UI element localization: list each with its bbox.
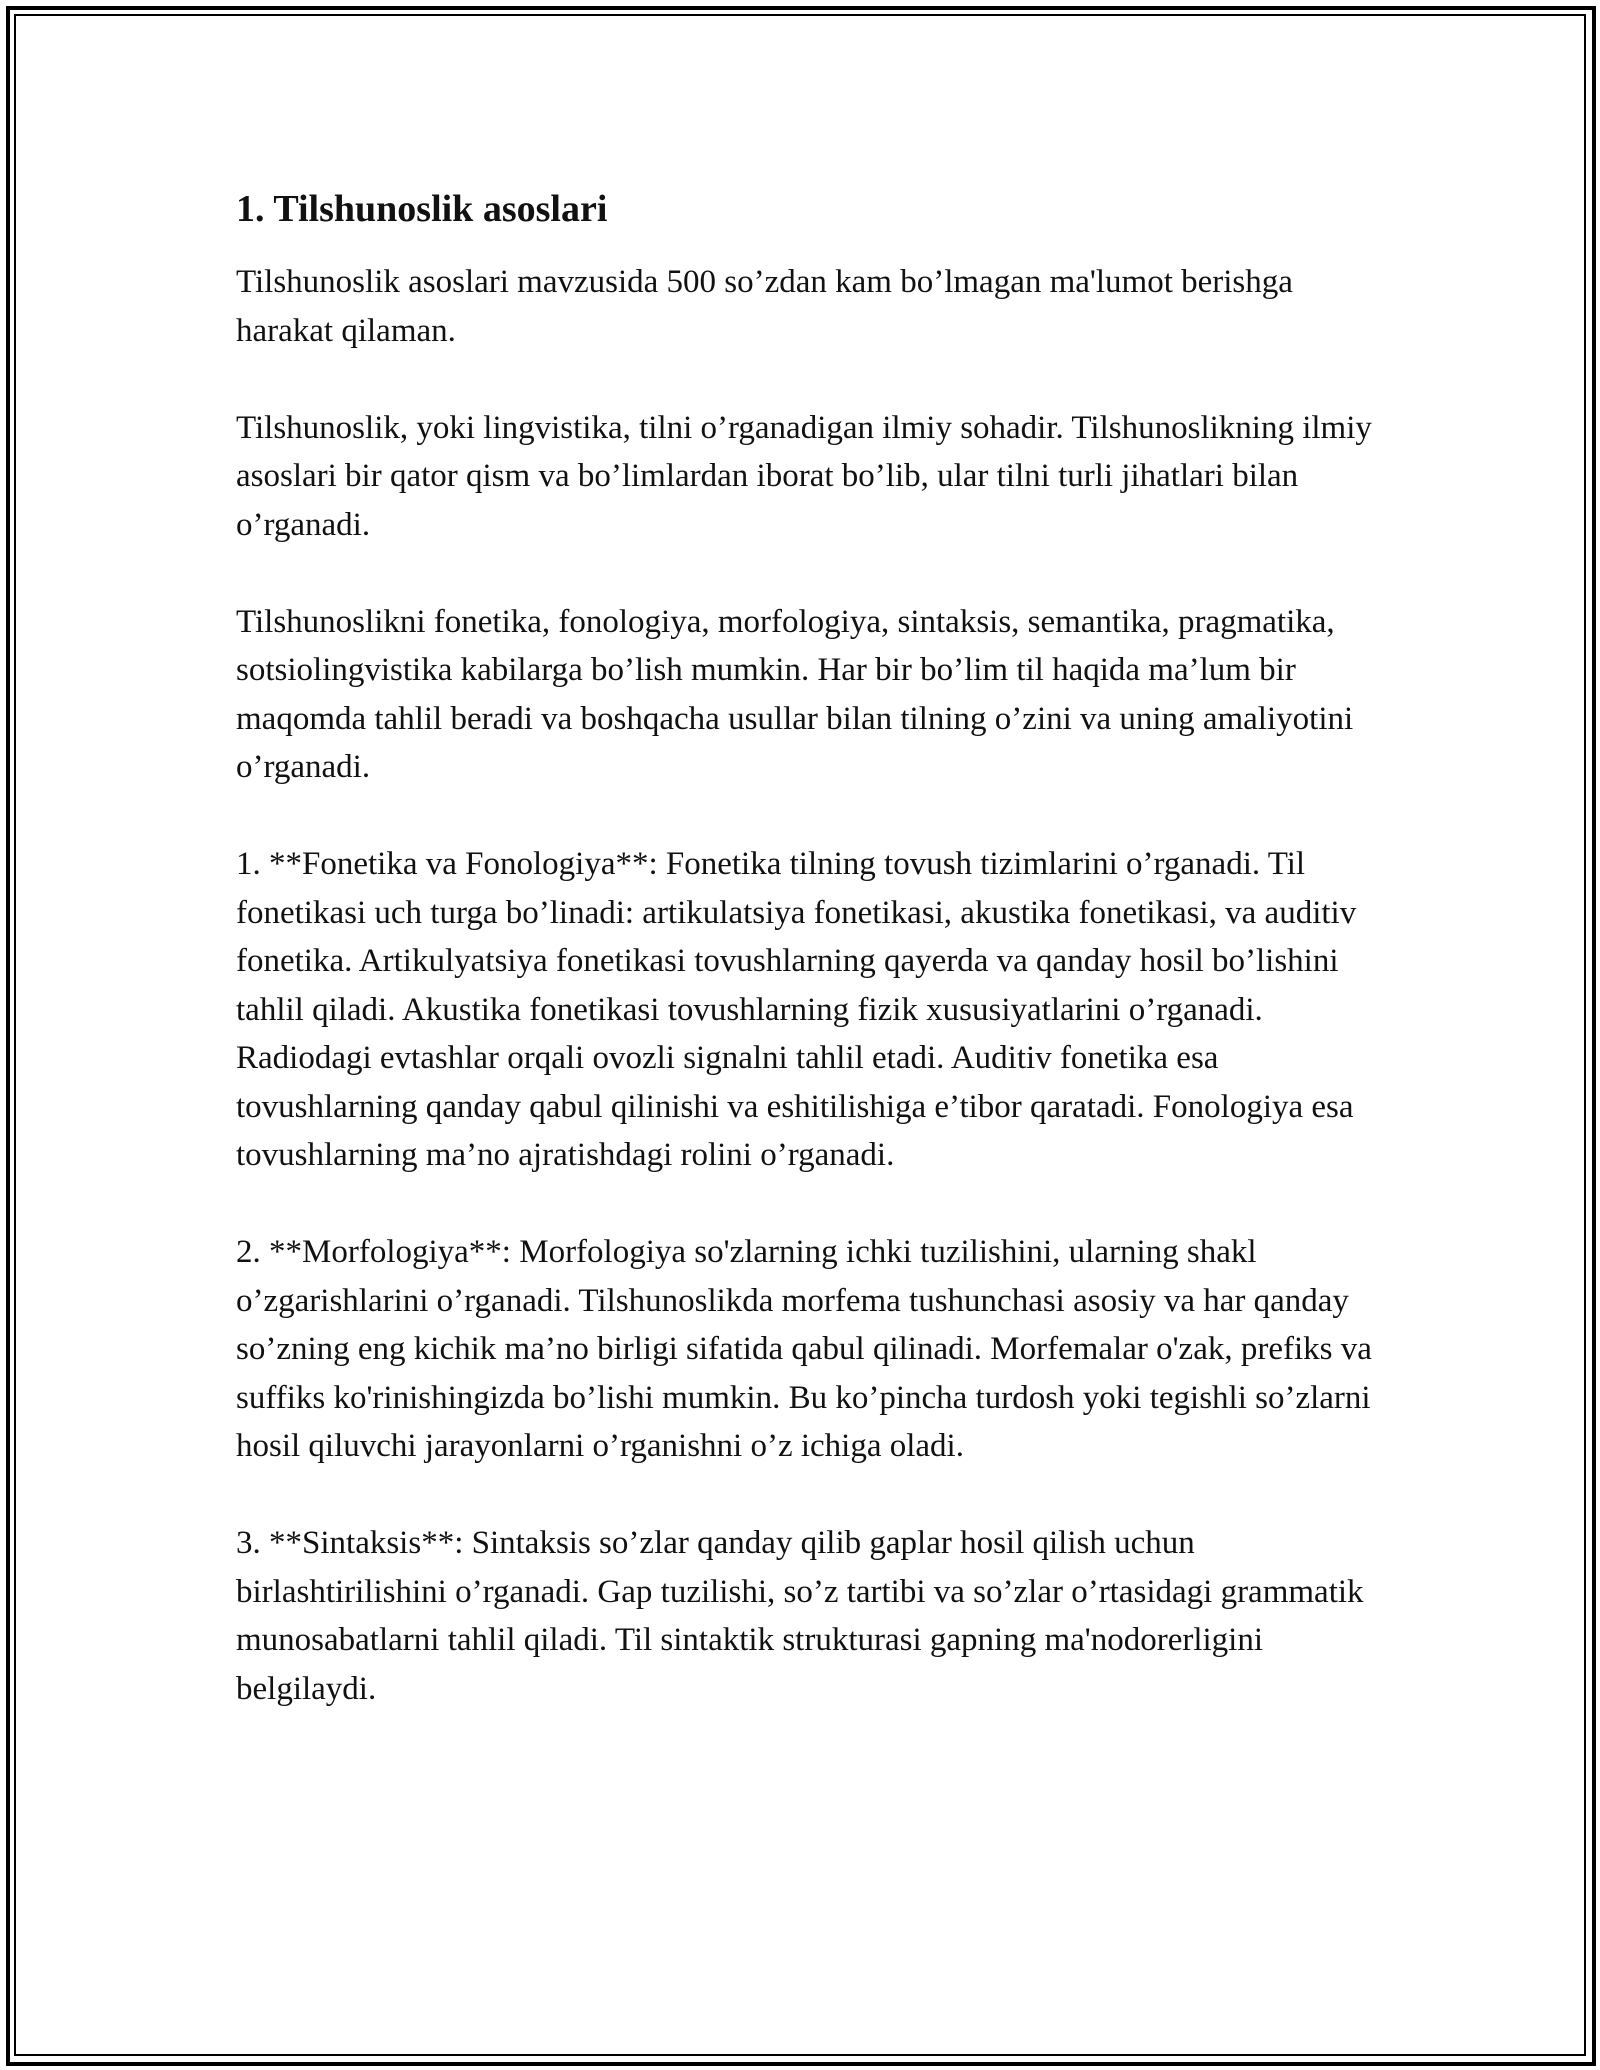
paragraph-syntax: 3. **Sintaksis**: Sintaksis so’zlar qanday qilib gaplar hosil qilish uchun birlashtirilishini o’rganadi. Gap tuzilishi, so’z tartibi va so’zlar o’rtasidagi grammatik munosabatlarni tahlil qiladi. Til sintaktik strukturasi gapning ma'nodorerligini belgilaydi. [236, 1525, 1364, 1707]
paragraph-definition: Tilshunoslik, yoki lingvistika, tilni o’rganadigan ilmiy sohadir. Tilshunoslikning ilmiy asoslari bir qator qism va bo’limlardan iborat bo’lib, ular tilni turli jihatlari bilan o’rganadi. [236, 409, 1372, 543]
paragraph-branches: Tilshunoslikni fonetika, fonologiya, morfologiya, sintaksis, semantika, pragmatika, sotsiolingvistika kabilarga bo’lish mumkin. Har bir bo’lim til haqida ma’lum bir maqomda tahlil beradi va boshqacha usullar bilan tilning o’zini va uning amaliyotini o’rganadi. [236, 603, 1354, 785]
paragraph-phonetics: 1. **Fonetika va Fonologiya**: Fonetika tilning tovush tizimlarini o’rganadi. Til fonetikasi uch turga bo’linadi: artikulatsiya fonetikasi, akustika fonetikasi, va auditiv fonetika. Artikulyatsiya fonetikasi tovushlarning qayerda va qanday hosil bo’lishini tahlil qiladi. Akustika fonetikasi tovushlarning fizik xususiyatlarini o’rganadi. Radiodagi evtashlar orqali ovozli signalni tahlil etadi. Auditiv fonetika esa tovushlarning qanday qabul qilinishi va eshitilishiga e’tibor qaratadi. Fonologiya esa tovushlarning ma’no ajratishdagi rolini o’rganadi. [236, 846, 1357, 1173]
paragraph-intro: Tilshunoslik asoslari mavzusida 500 so’zdan kam bo’lmagan ma'lumot berishga harakat qilaman. [236, 264, 1293, 349]
document-body [236, 186, 1386, 1762]
paragraph-morphology: 2. **Morfologiya**: Morfologiya so'zlarning ichki tuzilishini, ularning shakl o’zgarishlarini o’rganadi. Tilshunoslikda morfema tushunchasi asosiy va har qanday so’zning eng kichik ma’no birligi sifatida qabul qilinadi. Morfemalar o'zak, prefiks va suffiks ko'rinishingizda bo’lishi mumkin. Bu ko’pincha turdosh yoki tegishli so’zlarni hosil qiluvchi jarayonlarni o’rganishni o’z ichiga oladi. [236, 1234, 1372, 1464]
document-heading: 1. Tilshunoslik asoslari [236, 188, 608, 230]
